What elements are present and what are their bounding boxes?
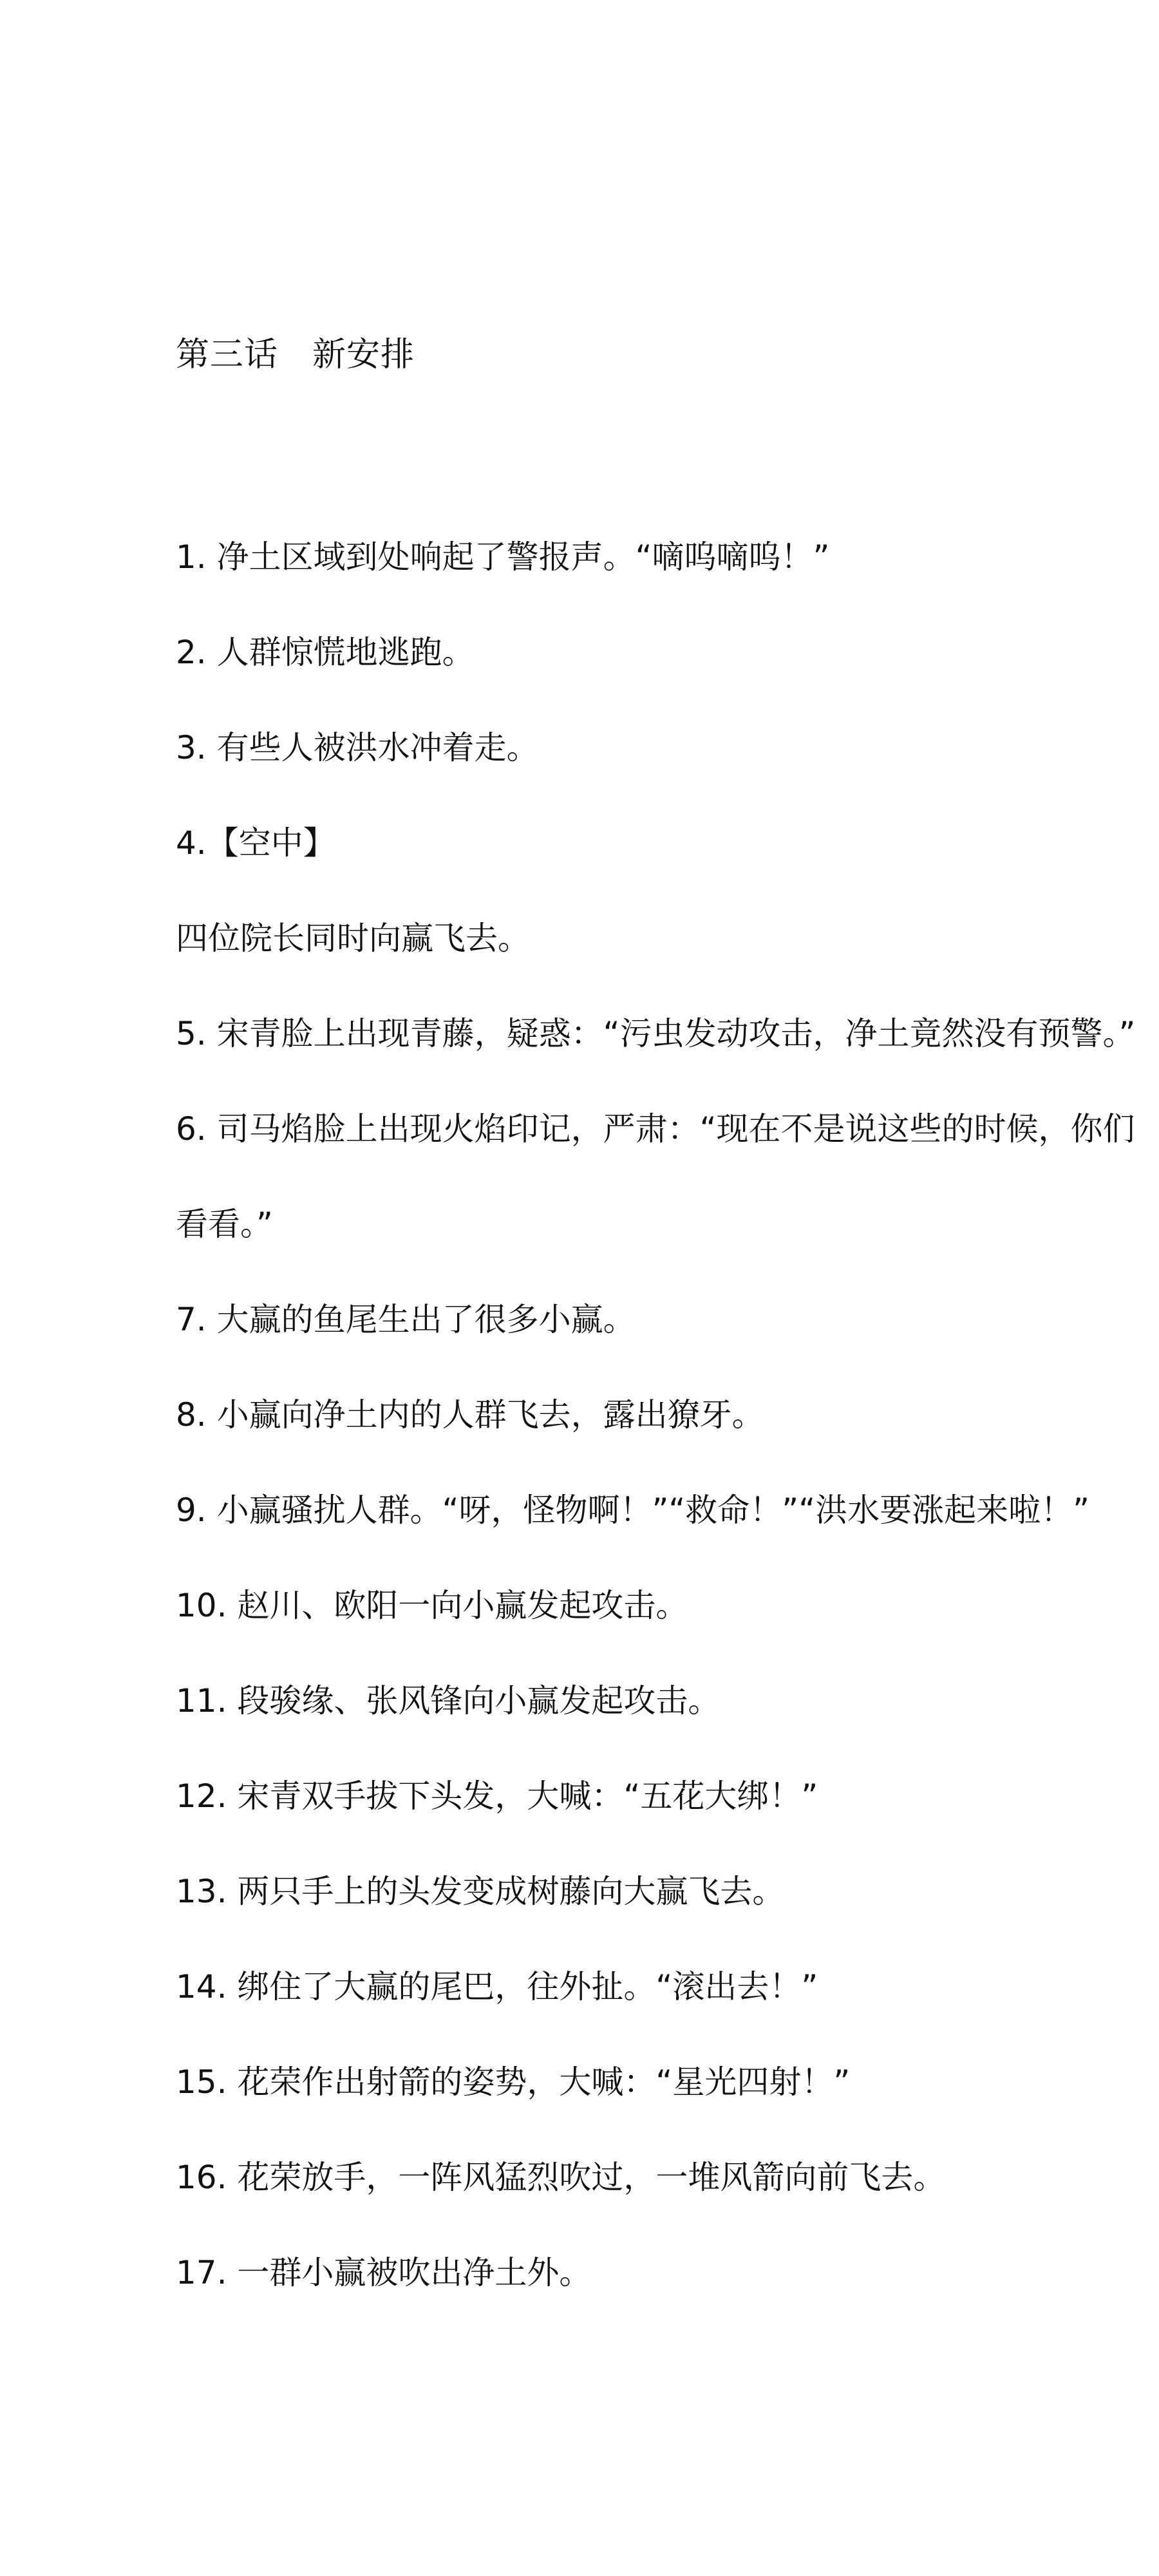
document-body [176,531,1136,2342]
script-line-15: 15. 花荣作出射箭的姿势，大喊：“星光四射！” [176,2063,851,2101]
script-line-3: 3. 有些人被洪水冲着走。 [176,729,539,766]
script-line-1: 1. 净土区域到处响起了警报声。“嘀呜嘀呜！” [176,538,830,576]
script-line-2: 2. 人群惊慌地逃跑。 [176,634,475,671]
script-line-16: 16. 花荣放手，一阵风猛烈吹过，一堆风箭向前飞去。 [176,2159,946,2196]
script-line-7: 7. 大赢的鱼尾生出了很多小赢。 [176,1301,636,1338]
script-line-11: 11. 段骏缘、张风锋向小赢发起攻击。 [176,1682,721,1719]
script-line-10: 10. 赵川、欧阳一向小赢发起攻击。 [176,1587,688,1624]
script-line-4-detail: 四位院长同时向赢飞去。 [176,920,530,957]
script-line-13: 13. 两只手上的头发变成树藤向大赢飞去。 [176,1873,785,1910]
script-line-5: 5. 宋青脸上出现青藤，疑惑：“污虫发动攻击，净土竟然没有预警。” [176,1015,1136,1052]
script-line-9: 9. 小赢骚扰人群。“呀，怪物啊！”“救命！”“洪水要涨起来啦！” [176,1492,1090,1529]
script-line-6: 6. 司马焰脸上出现火焰印记，严肃：“现在不是说这些的时候，你们 [176,1110,1135,1148]
script-line-14: 14. 绑住了大赢的尾巴，往外扯。“滚出去！” [176,1968,818,2005]
script-line-6-continuation: 看看。” [176,1206,273,1243]
script-line-8: 8. 小赢向净土内的人群飞去，露出獠牙。 [176,1396,764,1434]
script-line-12: 12. 宋青双手拔下头发，大喊：“五花大绑！” [176,1777,818,1815]
document-title: 第三话 新安排 [176,336,415,374]
script-line-4: 4.【空中】 [176,824,335,862]
script-line-17: 17. 一群小赢被吹出净土外。 [176,2254,592,2291]
